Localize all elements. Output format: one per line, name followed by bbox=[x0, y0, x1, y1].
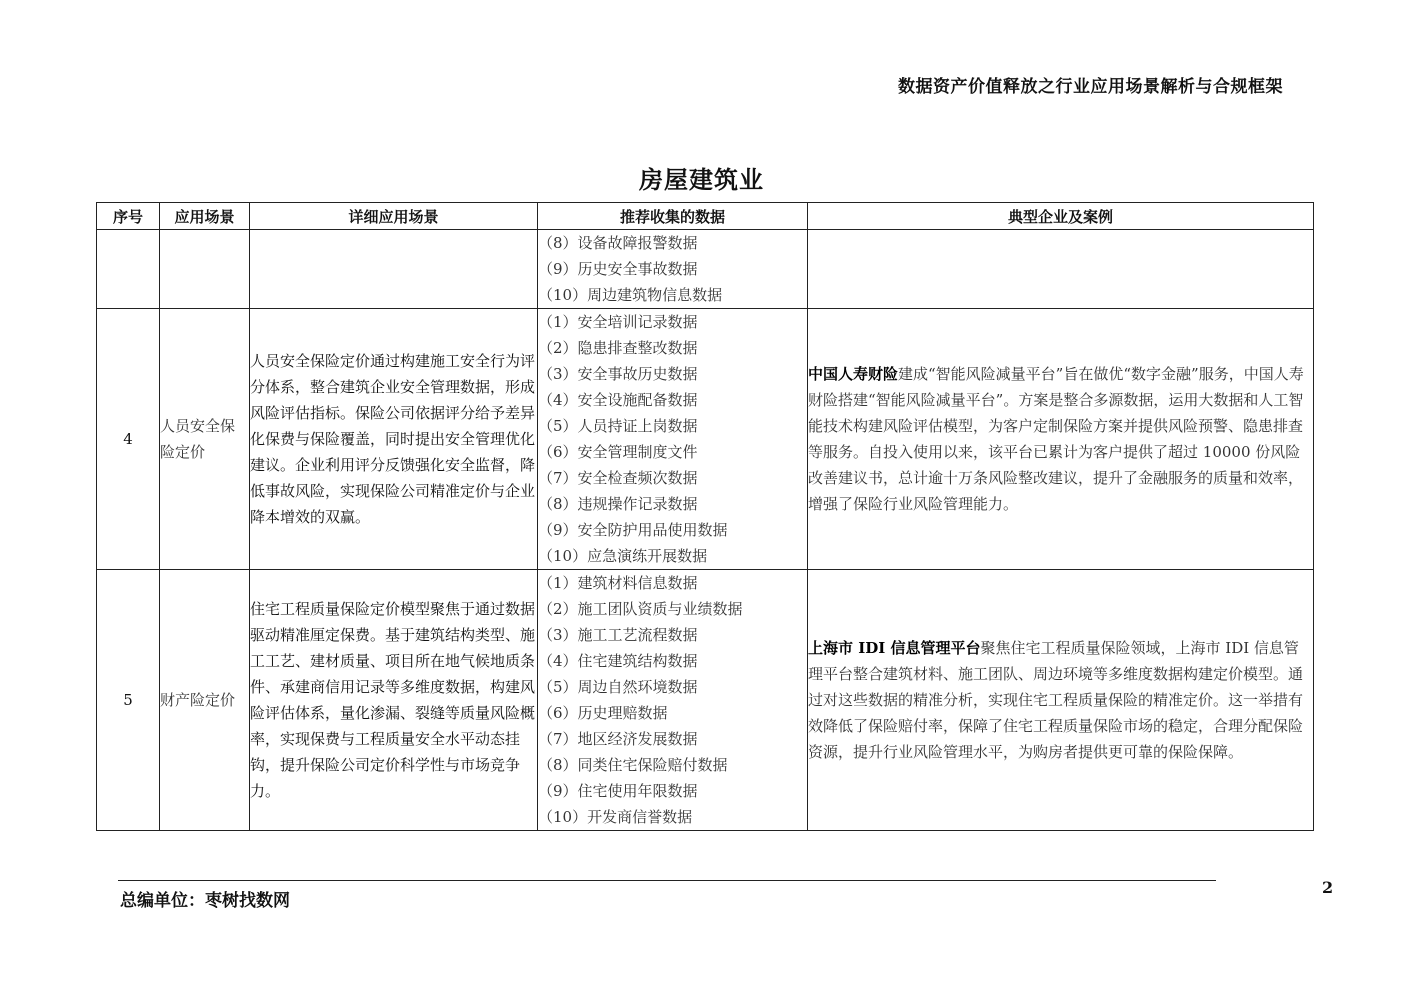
scene-cell: 财产险定价 bbox=[160, 570, 250, 831]
column-header-case: 典型企业及案例 bbox=[808, 203, 1314, 230]
data-item: （4）住宅建筑结构数据 bbox=[538, 652, 698, 670]
data-list-cell bbox=[538, 570, 808, 831]
data-item: （5）人员持证上岗数据 bbox=[538, 417, 698, 435]
detail-cell: 住宅工程质量保险定价模型聚焦于通过数据驱动精准厘定保费。基于建筑结构类型、施工工艺、建材质量、项目所在地气候地质条件、承建商信用记录等多维度数据，构建风险评估体系，量化渗漏、裂缝等质量风险概率，实现保费与工程质量安全水平动态挂钩，提升保险公司定价科学性与市场竞争力。 bbox=[250, 570, 538, 831]
column-header-detail: 详细应用场景 bbox=[250, 203, 538, 230]
data-list-cell bbox=[538, 230, 808, 309]
data-item: （8）设备故障报警数据 bbox=[538, 234, 698, 252]
data-item: （1）建筑材料信息数据 bbox=[538, 574, 698, 592]
data-item: （6）历史理赔数据 bbox=[538, 704, 668, 722]
row-number-cell: 4 bbox=[97, 309, 160, 570]
case-cell bbox=[808, 570, 1314, 831]
data-item: （9）住宅使用年限数据 bbox=[538, 782, 698, 800]
data-item: （9）历史安全事故数据 bbox=[538, 260, 698, 278]
data-list-cell bbox=[538, 309, 808, 570]
case-description: 建成“智能风险减量平台”旨在做优“数字金融”服务，中国人寿财险搭建“智能风险减量平台”。方案是整合多源数据，运用大数据和人工智能技术构建风险评估模型，为客户定制保险方案并提供风险预警、隐患排查等服务。自投入使用以来，该平台已累计为客户提供了超过 10000 份风险改善建议书，总计逾十万条风险整改建议，提升了金融服务的质量和效率，增强了保险行业风险管理能力。 bbox=[808, 365, 1304, 513]
table-row bbox=[97, 230, 1314, 309]
column-header-data: 推荐收集的数据 bbox=[538, 203, 808, 230]
data-item: （10）应急演练开展数据 bbox=[538, 547, 708, 565]
data-item: （2）隐患排查整改数据 bbox=[538, 339, 698, 357]
case-description: 聚焦住宅工程质量保险领域，上海市 IDI 信息管理平台整合建筑材料、施工团队、周边环境等多维度数据构建定价模型。通过对这些数据的精准分析，实现住宅工程质量保险的精准定价。这一举措有效降低了保险赔付率，保障了住宅工程质量保险市场的稳定，合理分配保险资源，提升行业风险管理水平，为购房者提供更可靠的保险保障。 bbox=[808, 639, 1304, 761]
row-number-cell bbox=[97, 230, 160, 309]
row-number-cell: 5 bbox=[97, 570, 160, 831]
data-item: （7）地区经济发展数据 bbox=[538, 730, 698, 748]
data-item: （8）同类住宅保险赔付数据 bbox=[538, 756, 728, 774]
case-cell bbox=[808, 230, 1314, 309]
data-item: （1）安全培训记录数据 bbox=[538, 313, 698, 331]
scene-cell bbox=[160, 230, 250, 309]
column-header-number: 序号 bbox=[97, 203, 160, 230]
page-number: 2 bbox=[1322, 878, 1334, 897]
data-item: （3）施工工艺流程数据 bbox=[538, 626, 698, 644]
table-row bbox=[97, 309, 1314, 570]
case-company-name: 上海市 IDI 信息管理平台 bbox=[808, 639, 981, 657]
data-item: （3）安全事故历史数据 bbox=[538, 365, 698, 383]
industry-scenario-table bbox=[96, 202, 1314, 831]
column-header-scene: 应用场景 bbox=[160, 203, 250, 230]
data-item: （10）开发商信誉数据 bbox=[538, 808, 693, 826]
detail-cell: 人员安全保险定价通过构建施工安全行为评分体系，整合建筑企业安全管理数据，形成风险评估指标。保险公司依据评分给予差异化保费与保险覆盖，同时提出安全管理优化建议。企业利用评分反馈强化安全监督，降低事故风险，实现保险公司精准定价与企业降本增效的双赢。 bbox=[250, 309, 538, 570]
data-item: （4）安全设施配备数据 bbox=[538, 391, 698, 409]
data-item: （10）周边建筑物信息数据 bbox=[538, 286, 723, 304]
case-cell bbox=[808, 309, 1314, 570]
footer-divider bbox=[118, 880, 1216, 881]
case-company-name: 中国人寿财险 bbox=[808, 365, 899, 383]
document-header-title: 数据资产价值释放之行业应用场景解析与合规框架 bbox=[898, 77, 1283, 97]
table-header-row bbox=[97, 203, 1314, 230]
footer-editor-unit: 总编单位：枣树找数网 bbox=[120, 891, 290, 911]
scene-cell: 人员安全保险定价 bbox=[160, 309, 250, 570]
data-item: （8）违规操作记录数据 bbox=[538, 495, 698, 513]
data-item: （7）安全检查频次数据 bbox=[538, 469, 698, 487]
data-item: （2）施工团队资质与业绩数据 bbox=[538, 600, 743, 618]
data-item: （6）安全管理制度文件 bbox=[538, 443, 698, 461]
detail-cell bbox=[250, 230, 538, 309]
table-row bbox=[97, 570, 1314, 831]
data-item: （9）安全防护用品使用数据 bbox=[538, 521, 728, 539]
data-item: （5）周边自然环境数据 bbox=[538, 678, 698, 696]
page-title: 房屋建筑业 bbox=[639, 165, 764, 194]
